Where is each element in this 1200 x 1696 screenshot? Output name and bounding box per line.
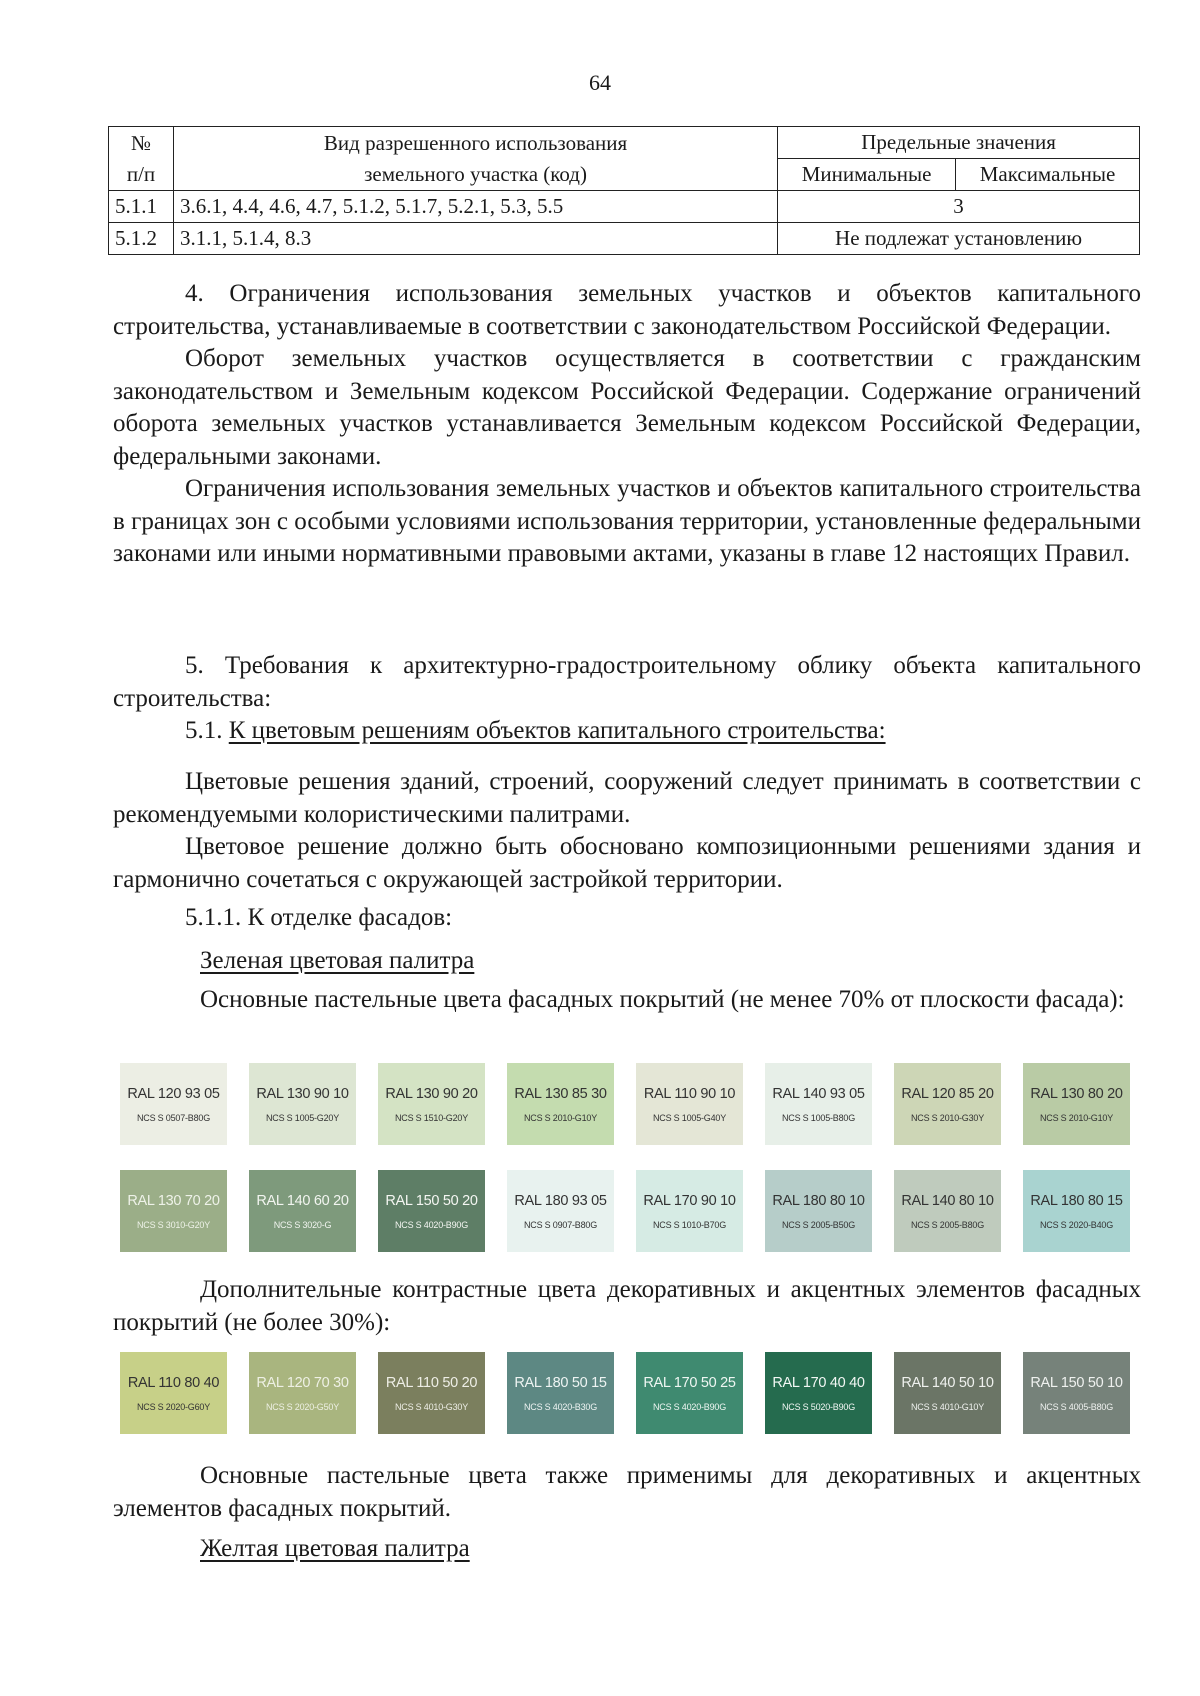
ral-code: RAL 180 80 10 [772, 1192, 865, 1209]
ral-code: RAL 110 50 20 [385, 1374, 478, 1391]
color-swatch [1023, 1170, 1130, 1252]
ral-code: RAL 150 50 20 [385, 1192, 478, 1209]
ncs-code: NCS S 4010-G10Y [910, 1401, 985, 1412]
paragraph-main-also: Основные пастельные цвета также применимы для декоративных и акцентных элементов фасадных покрытий. [113, 1462, 1141, 1522]
ncs-code: NCS S 4005-B80G [1039, 1401, 1114, 1412]
ral-code: RAL 110 80 40 [127, 1374, 220, 1391]
color-swatch [378, 1063, 485, 1145]
palette-extra [120, 1352, 1130, 1434]
ncs-code: NCS S 5020-B90G [781, 1401, 856, 1412]
color-swatch [249, 1170, 356, 1252]
color-swatch [765, 1063, 872, 1145]
ncs-code: NCS S 2020-G60Y [136, 1401, 211, 1412]
color-swatch [1023, 1063, 1130, 1145]
paragraph-turnover: Оборот земельных участков осуществляется в соответствии с гражданским законодательством и Земельным кодексом Российской Федерации. Содержание ограничений оборота земельных участков устанавливается Земельным кодексом Российской Федерации, федеральными законами. [113, 345, 1141, 470]
ncs-code: NCS S 2010-G10Y [1039, 1112, 1114, 1123]
ncs-code: NCS S 1010-B70G [652, 1219, 727, 1230]
header-type-line2: земельного участка (код) [364, 161, 587, 186]
header-num-line2: п/п [126, 161, 156, 186]
paragraph-section-5: 5. Требования к архитектурно-градостроительному облику объекта капитального строительства: [113, 652, 1141, 712]
header-min: Минимальные [778, 159, 956, 191]
ncs-code: NCS S 1005-G40Y [652, 1112, 727, 1123]
header-max: Максимальные [956, 159, 1140, 191]
table-header-row-1 [109, 127, 1140, 159]
ral-code: RAL 130 70 20 [127, 1192, 220, 1209]
body-text-block-6 [113, 1460, 1141, 1566]
header-num [109, 127, 174, 191]
green-palette-heading [113, 945, 1141, 978]
paragraph-5-1-1: 5.1.1. К отделке фасадов: [185, 904, 453, 931]
color-swatch [1023, 1352, 1130, 1434]
paragraph-extra-colors: Дополнительные контрастные цвета декоративных и акцентных элементов фасадных покрытий (не более 30%): [113, 1276, 1141, 1336]
ral-code: RAL 150 50 10 [1030, 1374, 1123, 1391]
table-row [109, 191, 1140, 223]
ncs-code: NCS S 2005-B50G [781, 1219, 856, 1230]
yellow-palette-heading [113, 1533, 1141, 1566]
color-swatch [120, 1170, 227, 1252]
row-num: 5.1.1 [109, 191, 174, 223]
paragraph-color-2: Цветовое решение должно быть обосновано композиционными решениями здания и гармонично сочетаться с окружающей застройкой территории. [113, 833, 1141, 893]
ncs-code: NCS S 0907-B80G [523, 1219, 598, 1230]
paragraph-section-5-1 [113, 715, 1141, 748]
header-limits: Предельные значения [778, 127, 1140, 159]
ral-code: RAL 130 85 30 [514, 1085, 607, 1102]
color-swatch [636, 1352, 743, 1434]
ncs-code: NCS S 1510-G20Y [394, 1112, 469, 1123]
paragraph-section-4: 4. Ограничения использования земельных участков и объектов капитального строительства, устанавливаемые в соответствии с законодательством Российской Федерации. [113, 280, 1141, 340]
ral-code: RAL 140 80 10 [901, 1192, 994, 1209]
header-type-line1: Вид разрешенного использования [323, 130, 628, 155]
row-value: 3 [778, 191, 1140, 223]
color-swatch [507, 1063, 614, 1145]
ral-code: RAL 120 70 30 [256, 1374, 349, 1391]
ncs-code: NCS S 4010-G30Y [394, 1401, 469, 1412]
color-swatch [636, 1063, 743, 1145]
ncs-code: NCS S 3010-G20Y [136, 1219, 211, 1230]
color-swatch [120, 1063, 227, 1145]
header-num-line1: № [130, 130, 151, 155]
body-text-block-2 [113, 650, 1141, 748]
ral-code: RAL 170 50 25 [643, 1374, 736, 1391]
ncs-code: NCS S 1005-B80G [781, 1112, 856, 1123]
row-value: Не подлежат установлению [778, 223, 1140, 255]
color-swatch [507, 1352, 614, 1434]
body-text-block-5 [113, 1274, 1141, 1339]
color-swatch [894, 1063, 1001, 1145]
ral-code: RAL 140 93 05 [772, 1085, 865, 1102]
green-palette-title: Зеленая цветовая палитра [200, 947, 475, 974]
header-type [173, 127, 777, 191]
color-swatch [249, 1352, 356, 1434]
ncs-code: NCS S 2010-G30Y [910, 1112, 985, 1123]
ncs-code: NCS S 1005-G20Y [265, 1112, 340, 1123]
ral-code: RAL 140 50 10 [901, 1374, 994, 1391]
row-num: 5.1.2 [109, 223, 174, 255]
row-codes: 3.1.1, 5.1.4, 8.3 [173, 223, 777, 255]
row-codes: 3.6.1, 4.4, 4.6, 4.7, 5.1.2, 5.1.7, 5.2.1, 5.3, 5.5 [173, 191, 777, 223]
ncs-code: NCS S 2020-B40G [1039, 1219, 1114, 1230]
ral-code: RAL 180 80 15 [1030, 1192, 1123, 1209]
ncs-code: NCS S 2010-G10Y [523, 1112, 598, 1123]
ncs-code: NCS S 2020-G50Y [265, 1401, 340, 1412]
ncs-code: NCS S 4020-B90G [394, 1219, 469, 1230]
color-swatch [120, 1352, 227, 1434]
color-swatch [507, 1170, 614, 1252]
palette-main [120, 1063, 1130, 1252]
ral-code: RAL 180 93 05 [514, 1192, 607, 1209]
color-swatch [765, 1352, 872, 1434]
ncs-code: NCS S 4020-B90G [652, 1401, 727, 1412]
table-row [109, 223, 1140, 255]
yellow-palette-title: Желтая цветовая палитра [200, 1535, 470, 1562]
body-text-block-4 [113, 945, 1141, 1016]
color-swatch [894, 1352, 1001, 1434]
section-5-1-number: 5.1. [185, 717, 223, 744]
ral-code: RAL 120 93 05 [127, 1085, 220, 1102]
page-number: 64 [589, 70, 611, 95]
ral-code: RAL 140 60 20 [256, 1192, 349, 1209]
limits-table [108, 126, 1140, 255]
body-text-block-1 [113, 278, 1141, 571]
ncs-code: NCS S 0507-B80G [136, 1112, 211, 1123]
ral-code: RAL 130 90 20 [385, 1085, 478, 1102]
ral-code: RAL 170 90 10 [643, 1192, 736, 1209]
color-swatch [378, 1352, 485, 1434]
paragraph-main-colors: Основные пастельные цвета фасадных покрытий (не менее 70% от плоскости фасада): [200, 985, 1125, 1013]
section-5-1-title: К цветовым решениям объектов капитального строительства: [228, 717, 886, 744]
ral-code: RAL 120 85 20 [901, 1085, 994, 1102]
color-swatch [378, 1170, 485, 1252]
ral-code: RAL 170 40 40 [772, 1374, 865, 1391]
ral-code: RAL 180 50 15 [514, 1374, 607, 1391]
ral-code: RAL 130 90 10 [256, 1085, 349, 1102]
color-swatch [636, 1170, 743, 1252]
ral-code: RAL 130 80 20 [1030, 1085, 1123, 1102]
color-swatch [249, 1063, 356, 1145]
paragraph-restrictions: Ограничения использования земельных участков и объектов капитального строительства в границах зон с особыми условиями использования территории, установленные федеральными законами или иными нормативными правовыми актами, указаны в главе 12 настоящих Правил. [113, 475, 1141, 567]
color-swatch [894, 1170, 1001, 1252]
body-text-block-3 [113, 766, 1141, 935]
ncs-code: NCS S 2005-B80G [910, 1219, 985, 1230]
color-swatch [765, 1170, 872, 1252]
ral-code: RAL 110 90 10 [643, 1085, 736, 1102]
ncs-code: NCS S 3020-G [273, 1219, 332, 1230]
paragraph-color-1: Цветовые решения зданий, строений, сооружений следует принимать в соответствии с рекомендуемыми колористическими палитрами. [113, 768, 1141, 828]
ncs-code: NCS S 4020-B30G [523, 1401, 598, 1412]
